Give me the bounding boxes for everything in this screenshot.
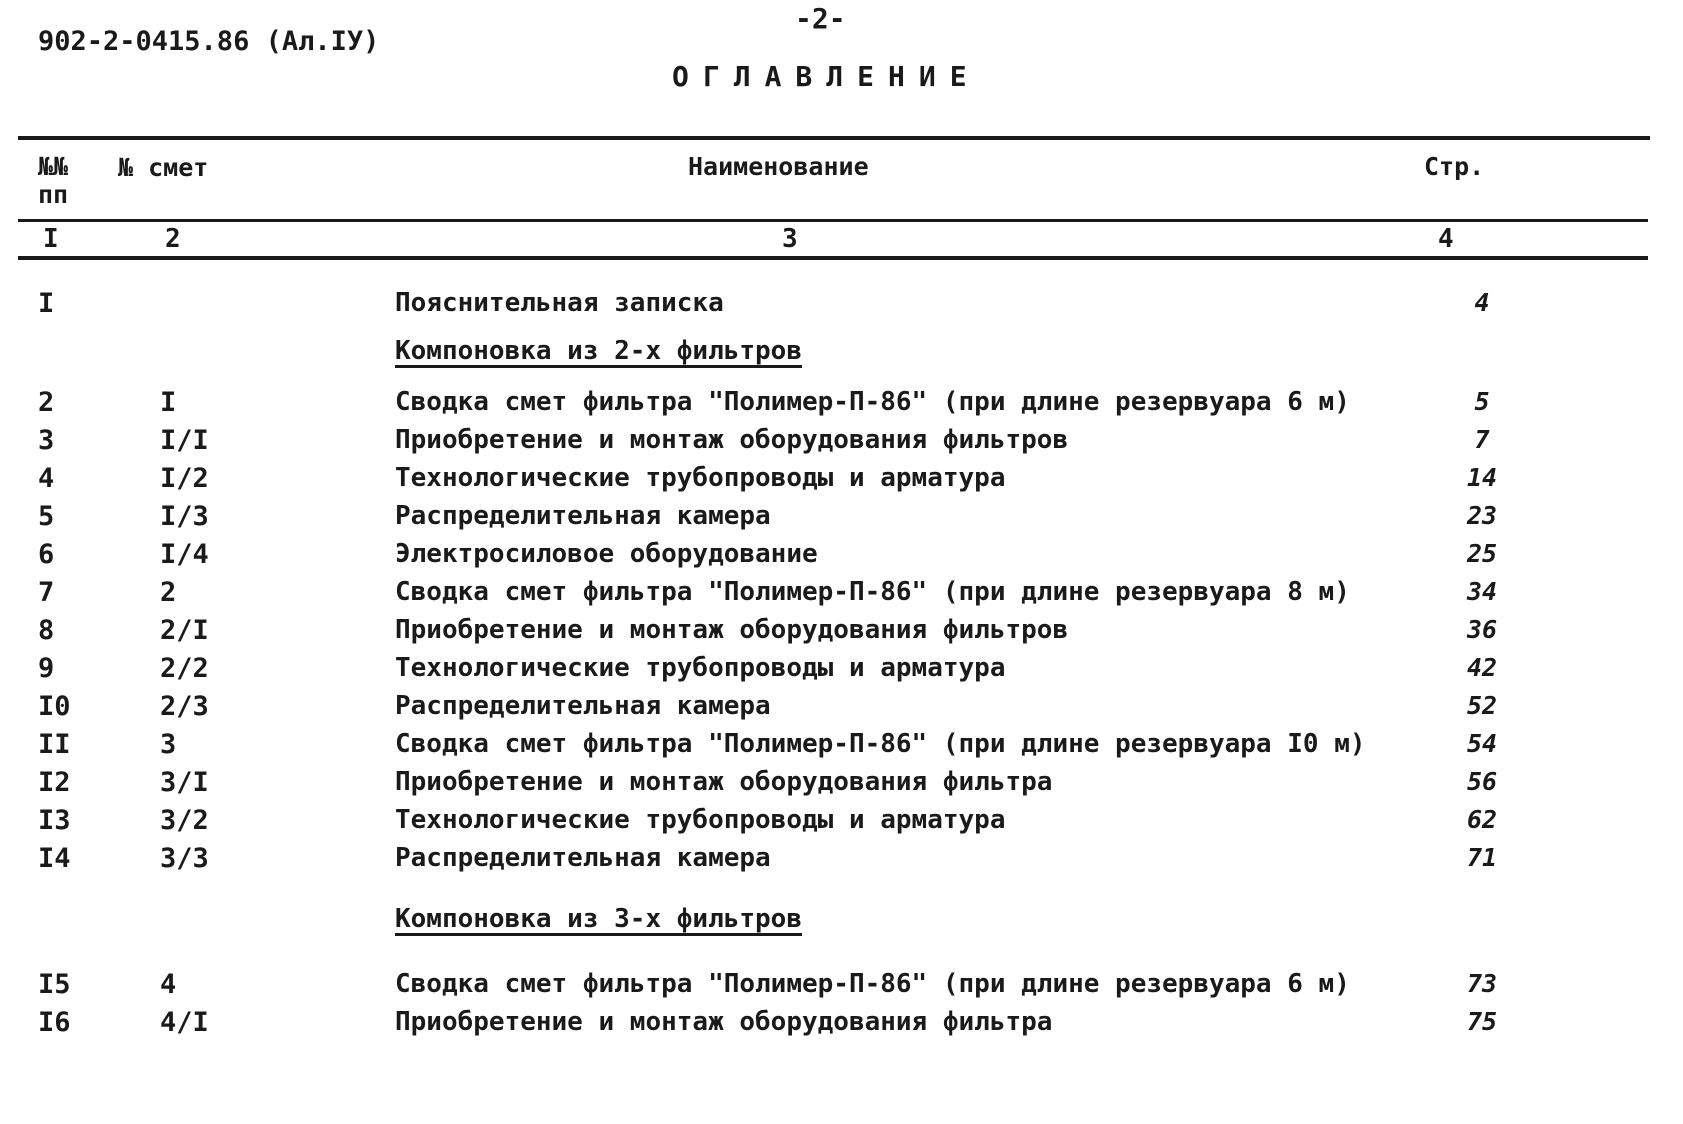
table-row [0,653,1683,687]
row-estimate: 4/I [160,1007,209,1038]
row-page: 75 [1466,1007,1498,1036]
row-estimate: 3/2 [160,805,209,836]
row-page: 25 [1466,539,1498,568]
table-row [0,501,1683,535]
row-name: Приобретение и монтаж оборудования фильтров [395,615,1069,645]
header-page: Стр. [1424,152,1485,181]
row-page: 56 [1466,767,1498,796]
table-row [0,805,1683,839]
row-estimate: I/I [160,425,209,456]
row-page: 5 [1474,387,1490,416]
section-heading-3-filters: Компоновка из 3-х фильтров [395,904,802,934]
row-nn: 3 [38,425,55,456]
row-nn: II [38,729,71,760]
row-page: 7 [1474,425,1490,454]
row-page: 42 [1466,653,1498,682]
table-row [0,843,1683,877]
row-nn: I4 [38,843,71,874]
row-name: Распределительная камера [395,843,771,873]
table-row [0,729,1683,763]
row-estimate: 3/I [160,767,209,798]
row-estimate: I/4 [160,539,209,570]
row-nn: I6 [38,1007,71,1038]
row-name: Приобретение и монтаж оборудования фильтров [395,425,1069,455]
row-page: 52 [1466,691,1498,720]
row-nn: 8 [38,615,55,646]
table-row [0,387,1683,421]
row-page: 36 [1466,615,1498,644]
row-estimate: 2 [160,577,177,608]
row-estimate: I [160,387,177,418]
document-code: 902-2-0415.86 (Ал.IУ) [38,26,380,57]
row-estimate: 2/I [160,615,209,646]
row-name: Приобретение и монтаж оборудования фильтра [395,767,1053,797]
row-name: Сводка смет фильтра "Полимер-П-86" (при длине резервуара I0 м) [395,729,1366,759]
table-row [0,539,1683,573]
row-name: Распределительная камера [395,501,771,531]
table-row [0,463,1683,497]
row-estimate: 4 [160,969,177,1000]
table-row [0,288,1683,322]
row-name: Приобретение и монтаж оборудования фильтра [395,1007,1053,1037]
row-name: Распределительная камера [395,691,771,721]
row-page: 62 [1466,805,1498,834]
section-heading-2-filters: Компоновка из 2-х фильтров [395,336,802,366]
row-name: Сводка смет фильтра "Полимер-П-86" (при длине резервуара 8 м) [395,577,1350,607]
header-estimate: № смет [118,153,209,182]
page-number: -2- [795,2,846,35]
row-name: Сводка смет фильтра "Полимер-П-86" (при длине резервуара 6 м) [395,387,1350,417]
table-row [0,425,1683,459]
row-page: 4 [1474,288,1490,317]
table-row [0,615,1683,649]
row-nn: 6 [38,539,55,570]
row-nn: 9 [38,653,55,684]
row-page: 73 [1466,969,1498,998]
table-row [0,691,1683,725]
column-number-3: 3 [782,224,798,254]
row-name: Электросиловое оборудование [395,539,818,569]
row-estimate: 3 [160,729,177,760]
row-name: Сводка смет фильтра "Полимер-П-86" (при длине резервуара 6 м) [395,969,1350,999]
table-row [0,969,1683,1003]
row-nn: I [38,288,55,319]
column-number-2: 2 [165,224,181,254]
table-row [0,1007,1683,1041]
row-estimate: 2/2 [160,653,209,684]
row-page: 71 [1466,843,1498,872]
column-number-4: 4 [1438,224,1454,254]
row-nn: I3 [38,805,71,836]
row-name: Технологические трубопроводы и арматура [395,463,1006,493]
row-page: 54 [1466,729,1498,758]
row-nn: I5 [38,969,71,1000]
row-estimate: 2/3 [160,691,209,722]
row-estimate: I/3 [160,501,209,532]
header-name: Наименование [688,152,869,181]
row-nn: I0 [38,691,71,722]
row-estimate: I/2 [160,463,209,494]
row-estimate: 3/3 [160,843,209,874]
row-page: 14 [1466,463,1498,492]
row-name: Пояснительная записка [395,288,724,318]
row-nn: I2 [38,767,71,798]
row-page: 34 [1466,577,1498,606]
table-row [0,577,1683,611]
column-number-1: I [43,224,59,254]
row-nn: 4 [38,463,55,494]
row-name: Технологические трубопроводы и арматура [395,805,1006,835]
table-row [0,767,1683,801]
header-nn: №№ пп [38,152,69,209]
row-nn: 7 [38,577,55,608]
row-nn: 5 [38,501,55,532]
row-name: Технологические трубопроводы и арматура [395,653,1006,683]
row-page: 23 [1466,501,1498,530]
page-title: ОГЛАВЛЕНИЕ [672,60,981,93]
row-nn: 2 [38,387,55,418]
